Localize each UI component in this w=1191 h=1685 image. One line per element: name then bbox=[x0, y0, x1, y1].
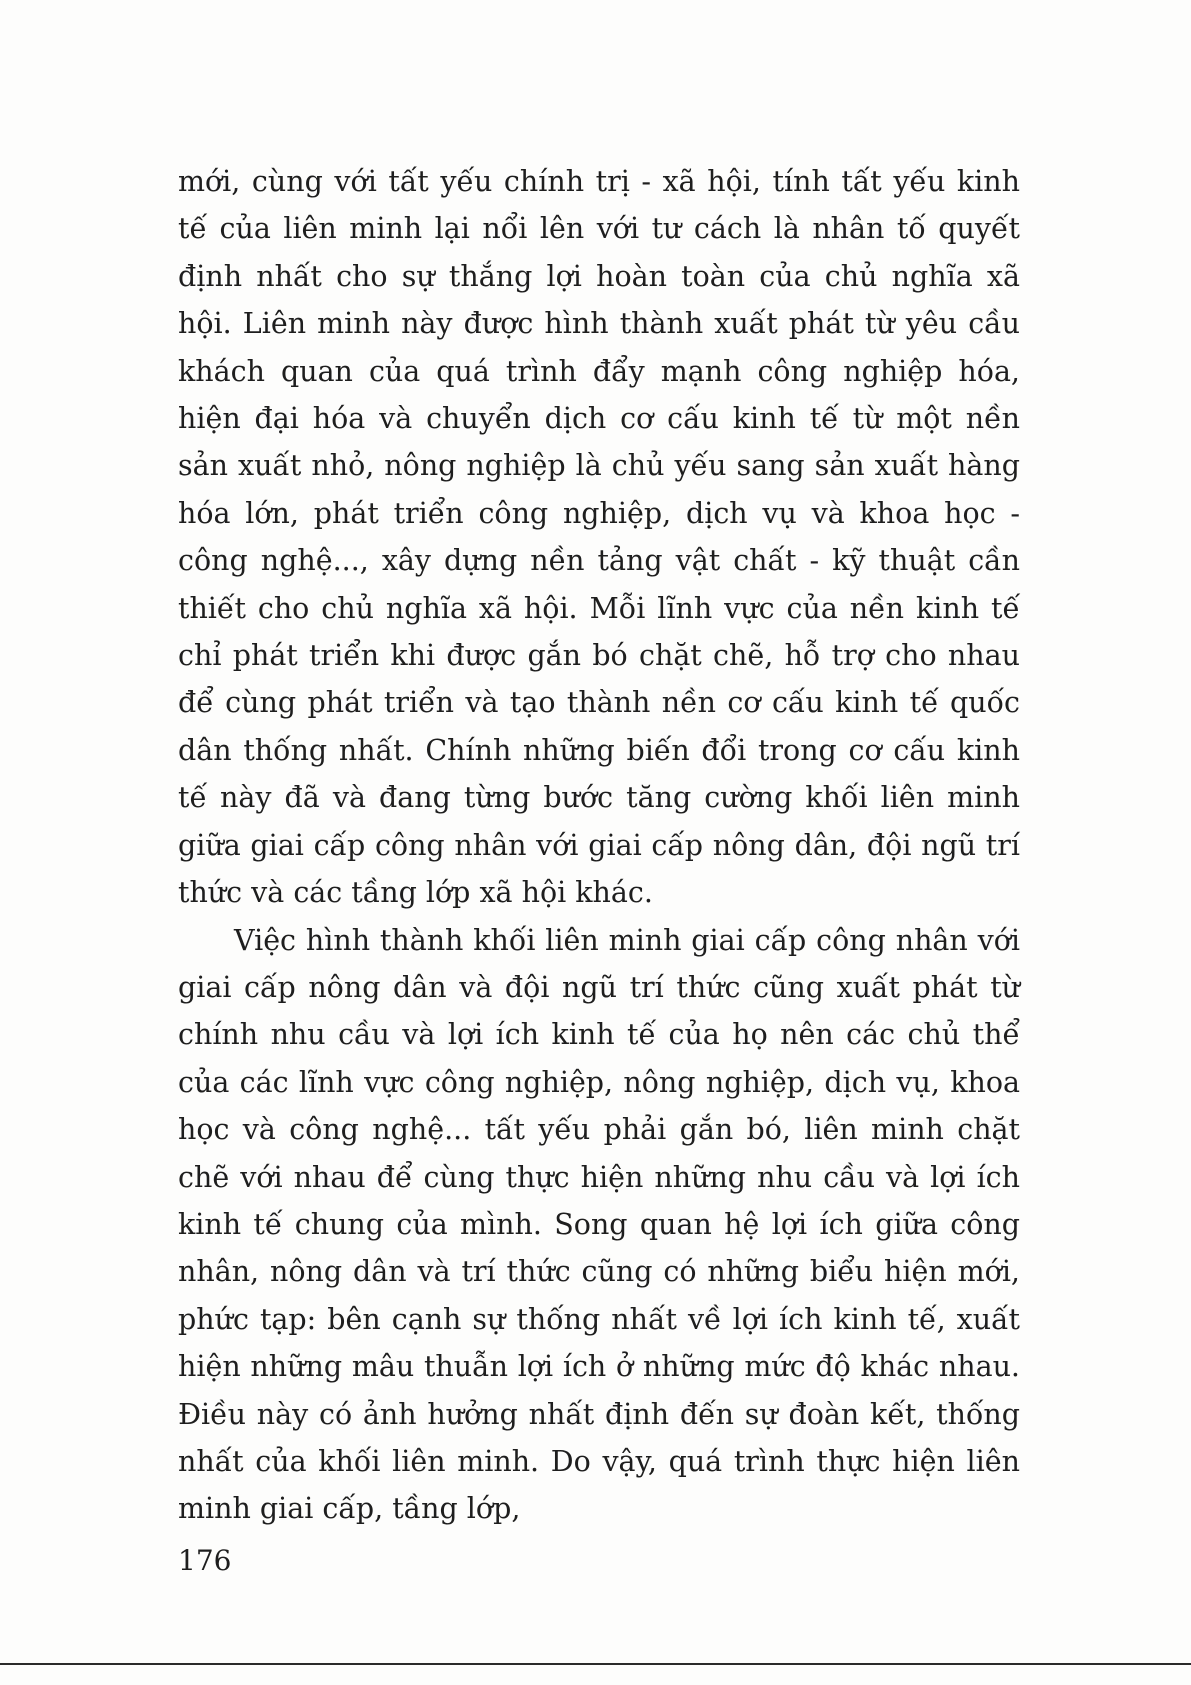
body-text bbox=[178, 158, 1020, 1533]
page-number: 176 bbox=[178, 1544, 232, 1577]
bottom-rule bbox=[0, 1663, 1191, 1665]
paragraph: Việc hình thành khối liên minh giai cấp công nhân với giai cấp nông dân và đội ngũ trí thức cũng xuất phát từ chính nhu cầu và lợi ích kinh tế của họ nên các chủ thể của các lĩnh vực công nghiệp, nông nghiệp, dịch vụ, khoa học và công nghệ... tất yếu phải gắn bó, liên minh chặt chẽ với nhau để cùng thực hiện những nhu cầu và lợi ích kinh tế chung của mình. Song quan hệ lợi ích giữa công nhân, nông dân và trí thức cũng có những biểu hiện mới, phức tạp: bên cạnh sự thống nhất về lợi ích kinh tế, xuất hiện những mâu thuẫn lợi ích ở những mức độ khác nhau. Điều này có ảnh hưởng nhất định đến sự đoàn kết, thống nhất của khối liên minh. Do vậy, quá trình thực hiện liên minh giai cấp, tầng lớp, bbox=[178, 923, 1020, 1526]
paragraph-continued: mới, cùng với tất yếu chính trị - xã hội, tính tất yếu kinh tế của liên minh lại nổi lên với tư cách là nhân tố quyết định nhất cho sự thắng lợi hoàn toàn của chủ nghĩa xã hội. Liên minh này được hình thành xuất phát từ yêu cầu khách quan của quá trình đẩy mạnh công nghiệp hóa, hiện đại hóa và chuyển dịch cơ cấu kinh tế từ một nền sản xuất nhỏ, nông nghiệp là chủ yếu sang sản xuất hàng hóa lớn, phát triển công nghiệp, dịch vụ và khoa học - công nghệ..., xây dựng nền tảng vật chất - kỹ thuật cần thiết cho chủ nghĩa xã hội. Mỗi lĩnh vực của nền kinh tế chỉ phát triển khi được gắn bó chặt chẽ, hỗ trợ cho nhau để cùng phát triển và tạo thành nền cơ cấu kinh tế quốc dân thống nhất. Chính những biến đổi trong cơ cấu kinh tế này đã và đang từng bước tăng cường khối liên minh giữa giai cấp công nhân với giai cấp nông dân, đội ngũ trí thức và các tầng lớp xã hội khác. bbox=[178, 165, 1020, 910]
